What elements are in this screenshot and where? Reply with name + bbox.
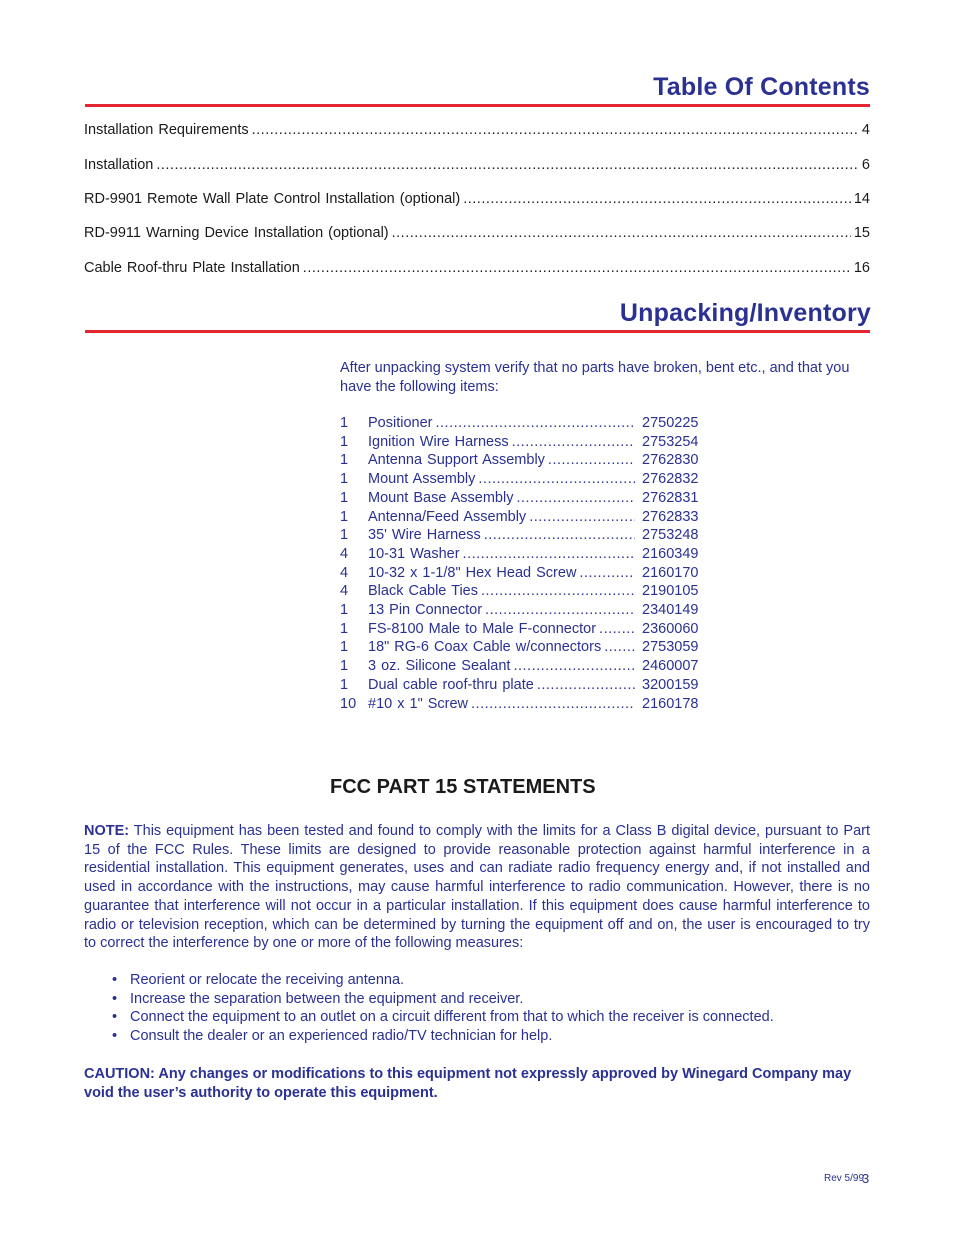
measure-text: Increase the separation between the equipment and receiver. (130, 990, 524, 1007)
item-qty: 1 (340, 527, 349, 544)
item-part-number: 2460007 (642, 658, 699, 675)
item-part-number: 3200159 (642, 676, 699, 693)
inventory-item (340, 527, 698, 546)
inventory-item (340, 677, 698, 696)
fcc-measures-list (112, 971, 872, 1046)
item-part-number: 2360060 (642, 620, 699, 637)
inventory-item (340, 471, 698, 490)
list-item (112, 971, 872, 990)
inventory-item (340, 583, 698, 602)
item-name: Dual cable roof-thru plate (368, 676, 534, 693)
item-part-number: 2160349 (642, 545, 699, 562)
dot-leader (513, 658, 635, 674)
item-qty: 4 (340, 564, 349, 581)
toc-title-rule (85, 104, 870, 107)
dot-leader (392, 225, 851, 241)
dot-leader (252, 122, 859, 138)
toc-entry[interactable] (84, 122, 870, 138)
dot-leader (435, 415, 635, 431)
item-part-number: 2160178 (642, 695, 699, 712)
item-name: Black Cable Ties (368, 583, 478, 600)
toc-entry-label: Installation (84, 157, 154, 173)
item-qty: 4 (340, 583, 349, 600)
item-qty: 1 (340, 489, 349, 506)
item-qty: 1 (340, 639, 349, 656)
toc-entry[interactable] (84, 191, 870, 207)
dot-leader (463, 546, 635, 562)
item-qty: 4 (340, 545, 349, 562)
list-item (112, 1027, 872, 1046)
dot-leader (485, 602, 635, 618)
dot-leader (604, 639, 635, 655)
dot-leader (303, 260, 851, 276)
item-name: Antenna Support Assembly (368, 452, 545, 469)
item-name: 3 oz. Silicone Sealant (368, 658, 511, 675)
fcc-note-label: NOTE: (84, 823, 130, 839)
item-part-number: 2160170 (642, 564, 699, 581)
dot-leader (481, 583, 635, 599)
toc-title: Table Of Contents (653, 73, 870, 101)
inventory-item (340, 509, 698, 528)
dot-leader (599, 621, 635, 637)
dot-leader (471, 696, 635, 712)
dot-leader (548, 452, 635, 468)
bullet-icon: • (112, 990, 118, 1007)
item-qty: 1 (340, 602, 349, 618)
fcc-caution: CAUTION: Any changes or modifications to this equipment not expressly approved by Winegard Company may void the user’s authority to operate this equipment. (84, 1066, 852, 1101)
toc-entry-page: 4 (861, 122, 870, 138)
item-qty: 1 (340, 415, 349, 431)
dot-leader (156, 157, 859, 173)
item-name: #10 x 1" Screw (368, 695, 469, 712)
dot-leader (463, 191, 851, 207)
bullet-icon: • (112, 1009, 118, 1026)
item-part-number: 2340149 (642, 602, 699, 618)
toc-entry-label: Cable Roof-thru Plate Installation (84, 260, 300, 276)
inventory-item (340, 658, 698, 677)
item-qty: 1 (340, 658, 349, 675)
inventory-item (340, 602, 698, 621)
item-name: 18" RG-6 Coax Cable w/connectors (368, 639, 602, 656)
inventory-item (340, 434, 698, 453)
toc-entry[interactable] (84, 225, 870, 241)
inventory-item (340, 639, 698, 658)
item-part-number: 2753254 (642, 433, 699, 450)
item-name: FS-8100 Male to Male F-connector (368, 620, 597, 637)
toc-entry-label: Installation Requirements (84, 122, 249, 138)
item-name: Positioner (368, 415, 433, 431)
item-part-number: 2753059 (642, 639, 699, 656)
fcc-note (84, 822, 870, 953)
dot-leader (484, 527, 635, 543)
item-part-number: 2762833 (642, 508, 699, 525)
inventory-title: Unpacking/Inventory (619, 299, 871, 327)
toc-entry-label: RD-9901 Remote Wall Plate Control Installation (optional) (84, 191, 461, 207)
item-part-number: 2762831 (642, 489, 699, 506)
dot-leader (579, 565, 635, 581)
inventory-intro: After unpacking system verify that no parts have broken, bent etc., and that you have the following items: (340, 360, 850, 395)
item-part-number: 2750225 (642, 415, 699, 431)
item-qty: 1 (340, 676, 349, 693)
dot-leader (529, 509, 635, 525)
fcc-note-text: This equipment has been tested and found to comply with the limits for a Class B digital device, pursuant to Part 15 of the FCC Rules. These limits are designed to provide reasonable protection against harmful interference in a residential installation. This equipment generates, uses and can radiate radio frequency energy and, if not installed and used in accordance with the instructions, may cause harmful interference to radio communication. However, there is no guarantee that interference will not occur in a particular installation. If this equipment does cause harmful interference to radio or television reception, which can be determined by turning the equipment off and on, the user is encouraged to try to correct the interference by one or more of the following measures: (84, 823, 870, 952)
item-name: Mount Assembly (368, 471, 476, 488)
item-name: 35' Wire Harness (368, 527, 481, 544)
inventory-item (340, 490, 698, 509)
inventory-item (340, 696, 698, 715)
toc-entry-page: 15 (853, 225, 870, 241)
item-part-number: 2753248 (642, 527, 699, 544)
toc-entry-label: RD-9911 Warning Device Installation (optional) (84, 225, 389, 241)
toc-entry[interactable] (84, 157, 870, 173)
measure-text: Consult the dealer or an experienced radio/TV technician for help. (130, 1028, 553, 1045)
item-part-number: 2762832 (642, 471, 699, 488)
dot-leader (516, 490, 635, 506)
toc-entry-page: 14 (853, 191, 870, 207)
revision-label: Rev 5/99 (824, 1173, 865, 1184)
item-part-number: 2762830 (642, 452, 699, 469)
inventory-item (340, 546, 698, 565)
toc-entry-page: 6 (861, 157, 870, 173)
item-qty: 1 (340, 433, 349, 450)
item-name: 10-32 x 1-1/8" Hex Head Screw (368, 564, 577, 581)
list-item (112, 990, 872, 1009)
bullet-icon: • (112, 1028, 118, 1045)
inventory-item (340, 565, 698, 584)
item-qty: 10 (340, 695, 357, 712)
item-qty: 1 (340, 471, 349, 488)
inventory-item (340, 452, 698, 471)
item-part-number: 2190105 (642, 583, 699, 600)
fcc-title: FCC PART 15 STATEMENTS (330, 776, 596, 798)
toc-entry-page: 16 (853, 260, 870, 276)
inventory-title-rule (85, 330, 870, 333)
item-qty: 1 (340, 508, 349, 525)
dot-leader (512, 434, 635, 450)
toc-entry[interactable] (84, 260, 870, 276)
item-name: Mount Base Assembly (368, 489, 514, 506)
item-name: Ignition Wire Harness (368, 433, 509, 450)
item-name: 10-31 Washer (368, 545, 460, 562)
inventory-item (340, 415, 698, 434)
measure-text: Reorient or relocate the receiving antenna. (130, 972, 405, 988)
dot-leader (537, 677, 635, 693)
item-name: Antenna/Feed Assembly (368, 508, 527, 525)
measure-text: Connect the equipment to an outlet on a circuit different from that to which the receiver is connected. (130, 1009, 774, 1026)
item-qty: 1 (340, 452, 349, 469)
inventory-item (340, 621, 698, 640)
dot-leader (478, 471, 635, 487)
item-qty: 1 (340, 620, 349, 637)
list-item (112, 1008, 872, 1027)
item-name: 13 Pin Connector (368, 602, 483, 618)
bullet-icon: • (112, 972, 118, 988)
page-number: 3 (862, 1171, 870, 1186)
